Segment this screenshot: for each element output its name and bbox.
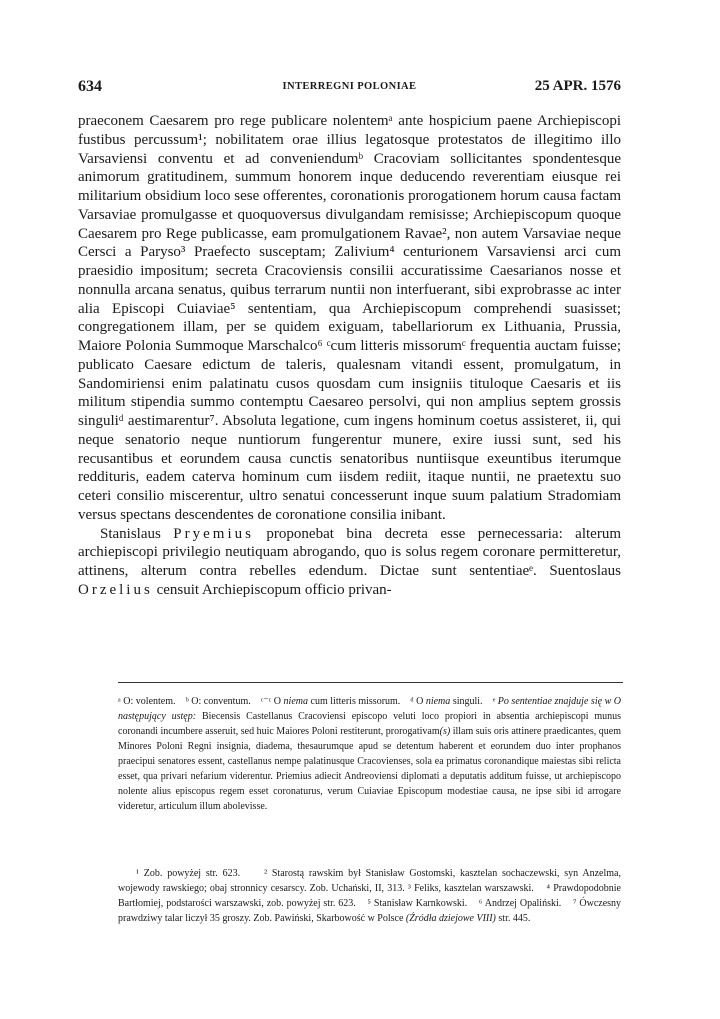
footnote-1: ¹ Zob. powyżej str. 623. [136,868,241,879]
footnote-7-post: str. 445. [495,913,531,924]
critical-apparatus [118,694,621,814]
note-d-post: singuli. [450,696,483,707]
paragraph-1: praeconem Caesarem pro rege publicare nolentemᵃ ante hospicium paene Archiepiscopi fustibus percussum¹; nobilitatem orae illius legatosque protestatos de illegitimo illo Varsaviensi conventu et ad conveniendumᵇ Cracoviam sollicitantes spondentesque animorum gratitudinem, summum honorem inque deducendo reverentiam eiusque rei militarium obsidium loco sese offerentes, coronationis prorogationem horum causa factam Varsaviae promulgasse et quoquoversus divulgandam remisisse; Archiepiscopum quoque Caesarem pro Rege publicasse, eam promulgationem Ravae², non autem Varsaviae neque Cersci a Paryso³ Praefecto susceptam; Zalivium⁴ centurionem Varsaviensi arci cum praesidio impositum; secreta Cracoviensis consilii accuratissime Caesarianos nosse et nonnulla arcana senatus, quibus terrarum nuntii non interfuerant, sibi exprobrasse ac inter alia Episcopi Cuiaviae⁵ sententiam, qua Archiepiscopum comprehendi suasisset; congregationem illam, per se quidem exiguam, tabellariorum ex Lithuania, Prussia, Maiore Polonia Summoque Marschalco⁶ ᶜcum litteris missorumᶜ frequentia auctam fuisse; publicato Caesare edictum de taleris, qualesnam vitandi essent, promulgatum, in Sandomiriensi enim palatinatu cusos quosdam cum insigniis tituloque Caesaris et iis militum stipendia summo contemptu Caesareo persolvi, qui non amplius septem grossis singuliᵈ aestimarentur⁷. Absoluta legatione, cum ingens hominum coetus assisteret, ii, qui neque senatorio neque nuntiorum fungerentur munere, exire iussi sunt, sed his recusantibus et eorundem causa cunctis senatoribus nuntiisque exeuntibus iterumque reddituris, eadem caterva hominum cum iisdem rediit, itaque nuntii, ne praetextu suo ceteri consilio miscerentur, ultro senatui concesserunt inque suum palatium Stradomiam versus spectans descendentes de coronatione consilia inibant. [78,113,621,523]
note-d-italic: niema [425,696,451,707]
running-header [78,78,621,98]
note-a: ᵃ O: volentem. [118,696,176,707]
main-text [78,112,621,600]
footnote-2: ² Starostą rawskim był Stanisław Gostomski, kasztelan sochaczewski, syn Anzelma, wojewody rawskiego; obaj stronnicy cesarscy. Zob. Uchański, II, 313. [118,868,621,894]
page-number: 634 [78,78,102,95]
paragraph-2-part-c: censuit Archiepiscopum officio privan- [152,581,392,598]
note-c-post: cum litteris missorum. [308,696,401,707]
note-c [261,696,400,707]
note-c-italic: niema [283,696,308,707]
header-date: 25 APR. 1576 [534,78,621,94]
note-e-pre: ᵉ [492,696,498,707]
note-c-pre: ᶜ⁻ᶜ O [260,696,284,707]
note-e-post: Biecensis Castellanus Cracoviensi episcopo veluti loco propiori in absentia archiepiscopi munus coronandi incumbere asseruit, sed huic Maiores Poloni restiterunt, prorogativam [118,711,622,737]
footnote-7-pre: ⁷ Ówczesny prawdziwy talar liczył 35 groszy. Zob. Pawiński, Skarbowość w Polsce [118,898,622,924]
footnote-divider [118,682,623,683]
historical-footnotes [118,866,621,926]
footnote-7-italic: (Źródła dziejowe VIII) [405,913,496,924]
paragraph-2-part-a: Stanislaus [100,525,174,542]
note-b: ᵇ O: conventum. [185,696,251,707]
person-name-pryemius: Pryemius [173,525,254,542]
person-name-orzelius: Orzelius [78,581,153,598]
historical-notes-block [118,866,621,926]
paragraph-2-part-b: proponebat bina decreta esse pernecessaria: alterum archiepiscopi privilegio neutiquam abrogando, quo is solus regem coronare permitteretur, attinens, alterum contra rebelles edendum. Dictae sunt sententiaeᵉ. Suentoslaus [78,525,621,579]
paragraph-2 [78,525,621,600]
note-e-sic: (s) [439,726,451,737]
note-e [118,696,621,812]
critical-notes-block [118,694,621,814]
note-e-rest: illam suis oris attinere praedicantes, quem Minores Poloni Regni insignia, diadema, thesaurumque apud se detentum haberent et eorundem duo inter prophanos praecipui senatores essent, castellanus nempe palatinusque Cracovienses, sola ea primatus coronandique maiestas sibi relicta esset, qua privari nefarium viderentur. Priemius adiecit Andreoviensi diplomati a deputatis additum fuisse, ut archiepiscopo nolente alius episcopus regem esset coronaturus, verum Cuiaviae Episcopum modestiae causa, ne ipse sibi id arrogare videretur, articulum illum abolevisse. [118,726,621,812]
footnote-4: ⁴ Prawdopodobnie Bartłomiej, podstarości warszawski, zob. powyżej str. 623. [118,883,621,909]
note-e-italic: Po sententiae znajduje się w O następujący ustęp: [118,696,621,722]
footnote-5: ⁵ Stanisław Karnkowski. [367,898,468,909]
note-d [410,696,482,707]
running-title: INTERREGNI POLONIAE [282,81,417,92]
note-d-pre: ᵈ O [410,696,426,707]
footnote-3: ³ Feliks, kasztelan warszawski. [407,883,534,894]
footnote-6: ⁶ Andrzej Opaliński. [478,898,562,909]
